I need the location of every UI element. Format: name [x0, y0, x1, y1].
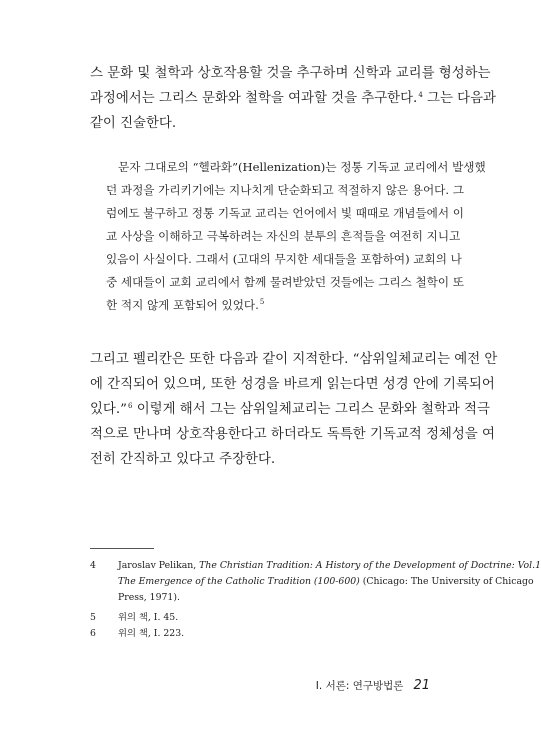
footnote-5: 5 위의 책, I. 45.	[90, 612, 179, 623]
book-subtitle: The Emergence of the Catholic Tradition (100-600)	[118, 576, 360, 587]
text-line: 과정에서는 그리스 문화와 철학을 여과할 것을 추구한다.$^4$ 그는 다음과	[90, 91, 496, 106]
footnote-number: 6	[90, 628, 96, 639]
text-line: 있다.”$^6$ 이렇게 해서 그는 삼위일체교리는 그리스 문화와 철학과 적극	[90, 402, 490, 417]
footnote-4-cont: Press, 1971).	[118, 592, 180, 603]
quote-line: 한 적지 않게 포함되어 있었다.$^5$	[106, 298, 265, 312]
book-title: The Christian Tradition: A History of the Development of Doctrine: Vol.1	[199, 560, 541, 571]
text-line: 같이 진술한다.	[90, 116, 177, 131]
footnote-divider	[90, 548, 154, 549]
footnote-number: 5	[90, 612, 96, 623]
text-line: 적으로 만나며 상호작용한다고 하더라도 독특한 기독교적 정체성을 여	[90, 427, 495, 442]
quote-line: 던 과정을 가리키기에는 지나치게 단순화되고 적절하지 않은 용어다. 그	[106, 183, 464, 197]
page-number: 21	[413, 678, 430, 693]
footnote-6: 6 위의 책, I. 223.	[90, 628, 185, 639]
footnote-ref[interactable]: 5	[259, 298, 265, 306]
footnote-number: 4	[90, 560, 96, 571]
quote-line: 문자 그대로의 “헬라화”(Hellenization)는 정통 기독교 교리에서 발생했	[118, 160, 486, 174]
text-line: 스 문화 및 철학과 상호작용할 것을 추구하며 신학과 교리를 형성하는	[90, 66, 491, 81]
quote-line: 있음이 사실이다. 그래서 (고대의 무지한 세대들을 포함하여) 교회의 나	[106, 252, 462, 266]
quote-line: 럼에도 불구하고 정통 기독교 교리는 언어에서 빛 때때로 개념들에서 이	[106, 206, 464, 220]
footnote-ref[interactable]: 6	[127, 402, 133, 410]
quote-line: 교 사상을 이해하고 극복하려는 자신의 분투의 흔적들을 여전히 지니고	[106, 229, 461, 243]
footnote-ref[interactable]: 4	[418, 91, 423, 99]
text-line: 전히 간직하고 있다고 주장한다.	[90, 452, 276, 467]
text-line: 에 간직되어 있으며, 또한 성경을 바르게 읽는다면 성경 안에 기록되어	[90, 377, 495, 392]
page-footer	[90, 674, 430, 693]
running-head: I. 서론: 연구방법론	[315, 680, 404, 692]
footnote-4-cont: The Emergence of the Catholic Tradition (100-600) (Chicago: The University of Chicago	[118, 576, 534, 587]
footnote-4: 4 Jaroslav Pelikan, The Christian Tradition: A History of the Development of Doctrine: Vol.1	[90, 560, 541, 571]
text-line: 그리고 펠리칸은 또한 다음과 같이 지적한다. “삼위일체교리는 예전 안	[90, 352, 498, 367]
quote-line: 중 세대들이 교회 교리에서 함께 물려받았던 것들에는 그리스 철학이 또	[106, 275, 464, 289]
